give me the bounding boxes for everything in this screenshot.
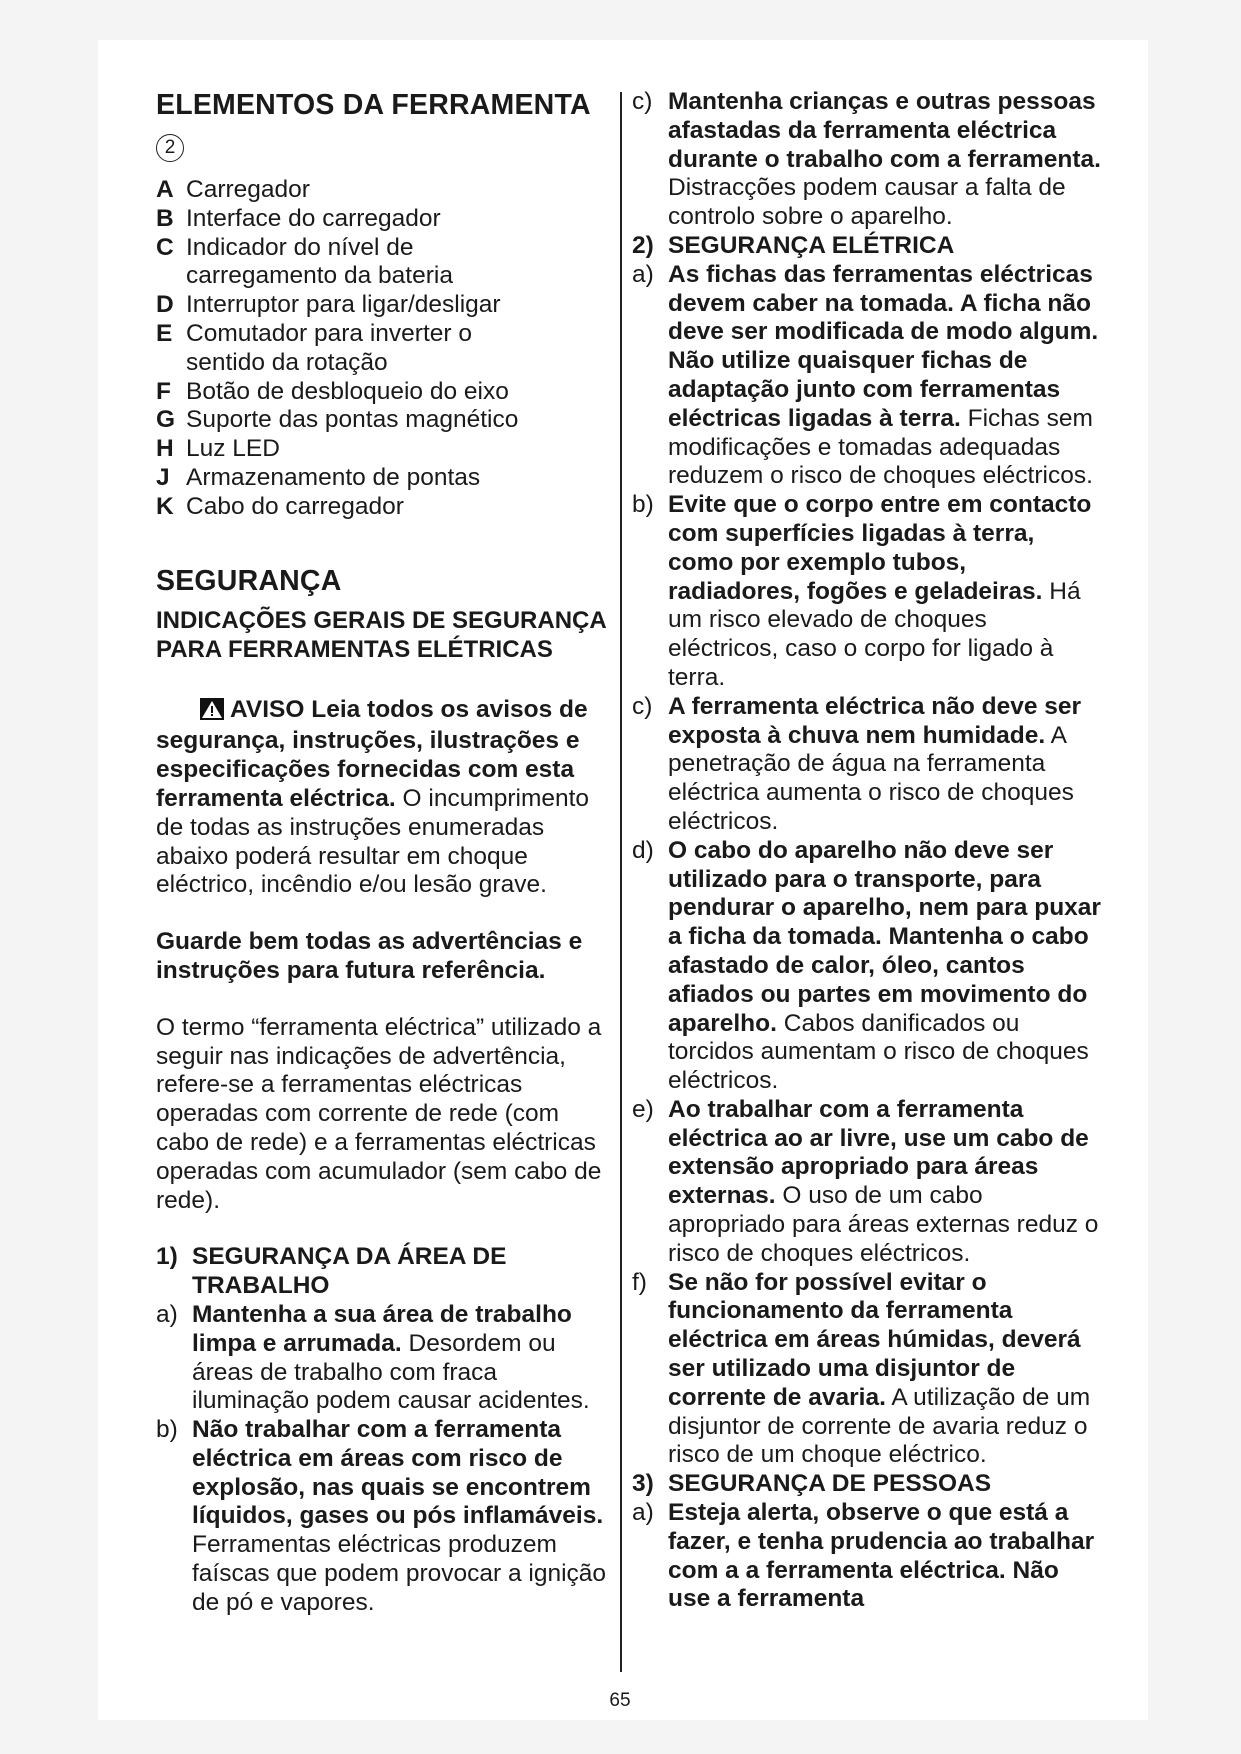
section-2-item-e: e) Ao trabalhar com a ferramenta eléctrica ao ar livre, use um cabo de extensão apropriado para áreas externas. O uso de um cabo apropriado para áreas externas reduz o risco de choques eléctricos. [632, 1095, 1099, 1267]
general-safety-title: INDICAÇÕES GERAIS DE SEGURANÇA PARA FERRAMENTAS ELÉTRICAS [156, 606, 606, 663]
legend-item: H Luz LED [156, 435, 280, 463]
section-3-heading: 3) SEGURANÇA DE PESSOAS [632, 1470, 992, 1498]
section-2-item-d: d) O cabo do aparelho não deve ser utilizado para o transporte, para pendurar o aparelho, nem para puxar a ficha da tomada. Mantenha o cabo afastado de calor, óleo, cantos afiados ou partes em movimento do aparelho. Cabos danificados ou torcidos aumentam o risco de choques eléctricos. [632, 836, 1101, 1095]
section-1-item-b: b) Não trabalhar com a ferramenta eléctrica em áreas com risco de explosão, nas quais se encontrem líquidos, gases ou pós inflamáveis. Ferramentas eléctricas produzem faíscas que podem provocar a ignição de pó e vapores. [156, 1416, 607, 1616]
legend-item: F Botão de desbloqueio do eixo [156, 377, 509, 405]
section-2-heading: 2) SEGURANÇA ELÉTRICA [632, 231, 955, 259]
right-column [632, 88, 1102, 1614]
warning-normal-text: O incumprimento de todas as instruções enumeradas abaixo poderá resultar em choque eléctrico, incêndio e/ou lesão grave. [156, 784, 590, 899]
elements-title: ELEMENTOS DA FERRAMENTA [156, 89, 591, 121]
page-number: 65 [609, 1690, 631, 1711]
term-definition: O termo “ferramenta eléctrica” utilizado a seguir nas indicações de advertência, refere-se a ferramentas eléctricas operadas com corrente de rede (com cabo de rede) e a ferramentas eléctricas operadas com acumulador (sem cabo de rede). [156, 1013, 602, 1214]
legend-item: B Interface do carregador [156, 204, 441, 232]
section-1-item-a: a) Mantenha a sua área de trabalho limpa e arrumada. Desordem ou áreas de trabalho com fraca iluminação podem causar acidentes. [156, 1300, 590, 1415]
section-1-item-c: c) Mantenha crianças e outras pessoas afastadas da ferramenta eléctrica durante o trabalho com a ferramenta. Distracções podem causar a falta de controlo sobre o aparelho. [632, 88, 1101, 231]
section-2-item-a: a) As fichas das ferramentas eléctricas devem caber na tomada. A ficha não deve ser modificada de modo algum. Não utilize quaisquer fichas de adaptação junto com ferramentas eléctricas ligadas à terra. Fichas sem modificações e tomadas adequadas reduzem o risco de choques eléctricos. [632, 260, 1099, 490]
legend-item: K Cabo do carregador [156, 492, 404, 520]
section-2-item-f: f) Se não for possível evitar o funcionamento da ferramenta eléctrica em áreas húmidas, deverá ser utilizado uma disjuntor de corrente de avaria. A utilização de um disjuntor de corrente de avaria reduz o risco de um choque eléctrico. [632, 1268, 1091, 1469]
section-1-heading: 1) SEGURANÇA DA ÁREA DE TRABALHO [156, 1243, 507, 1300]
figure-reference-badge: 2 [156, 134, 184, 162]
column-divider [620, 92, 622, 1672]
section-2-item-c: c) A ferramenta eléctrica não deve ser exposta à chuva nem humidade. A penetração de água na ferramenta eléctrica aumenta o risco de choques eléctricos. [632, 692, 1082, 835]
legend-item: A Carregador [156, 176, 310, 203]
keep-instructions: Guarde bem todas as advertências e instruções para futura referência. [156, 928, 583, 984]
legend-item: G Suporte das pontas magnético [156, 406, 519, 434]
legend-item: E Comutador para inverter o sentido da rotação [156, 319, 472, 376]
section-3-item-a: a) Esteja alerta, observe o que está a fazer, e tenha prudencia ao trabalhar com a a ferramenta eléctrica. Não use a ferramenta [632, 1499, 1095, 1613]
legend-item: C Indicador do nível de carregamento da bateria [156, 233, 453, 290]
warning-triangle-icon [200, 698, 224, 728]
left-column [156, 88, 616, 1618]
parts-legend [156, 176, 616, 522]
warning-paragraph [156, 696, 616, 901]
warning-bold-text: AVISO Leia todos os avisos de segurança, instruções, ilustrações e especificações fornecidas com esta ferramenta eléctrica. [156, 695, 588, 812]
safety-title: SEGURANÇA [156, 564, 342, 597]
legend-item: J Armazenamento de pontas [156, 463, 481, 491]
legend-item: D Interruptor para ligar/desligar [156, 291, 501, 319]
section-2-item-b: b) Evite que o corpo entre em contacto com superfícies ligadas à terra, como por exemplo tubos, radiadores, fogões e geladeiras. Há um risco elevado de choques eléctricos, caso o corpo for ligado à terra. [632, 491, 1092, 691]
